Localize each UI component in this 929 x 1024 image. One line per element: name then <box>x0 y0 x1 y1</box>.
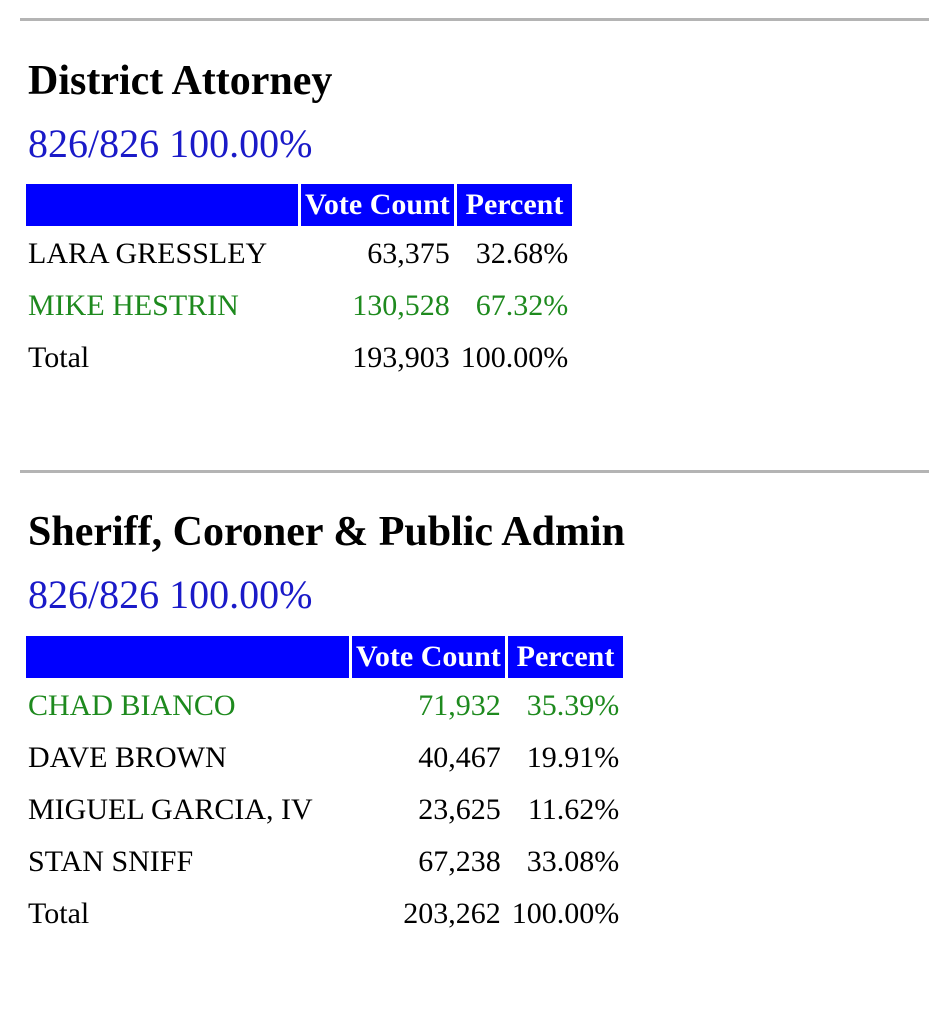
contest-sheriff <box>28 508 626 941</box>
precincts-reporting: 826/826 100.00% <box>28 572 313 617</box>
section-divider <box>20 470 929 473</box>
candidate-row-winner <box>26 681 623 730</box>
candidate-name: MIGUEL GARCIA, IV <box>28 792 313 826</box>
candidate-name: MIKE HESTRIN <box>28 288 239 322</box>
contest-title: District Attorney <box>28 58 333 104</box>
results-table <box>23 633 626 941</box>
results-header-row <box>26 636 623 678</box>
contest-title: Sheriff, Coroner & Public Admin <box>28 509 625 555</box>
vote-percent: 35.39% <box>526 688 620 722</box>
vote-percent: 33.08% <box>526 844 620 878</box>
percent-header: Percent <box>457 184 573 226</box>
vote-count: 130,528 <box>352 288 450 322</box>
candidate-row <box>26 785 623 834</box>
total-percent: 100.00% <box>511 896 620 930</box>
vote-count-header: Vote Count <box>352 636 505 678</box>
candidate-name: CHAD BIANCO <box>28 688 236 722</box>
total-label: Total <box>28 896 90 930</box>
percent-header: Percent <box>508 636 624 678</box>
vote-percent: 19.91% <box>526 740 620 774</box>
candidate-name: LARA GRESSLEY <box>28 236 268 270</box>
candidate-row <box>26 229 572 278</box>
total-percent: 100.00% <box>460 340 569 374</box>
candidate-name: DAVE BROWN <box>28 740 227 774</box>
contest-district-attorney <box>28 57 575 385</box>
vote-count: 71,932 <box>418 688 501 722</box>
vote-count: 23,625 <box>418 792 501 826</box>
candidate-name: STAN SNIFF <box>28 844 194 878</box>
vote-count: 67,238 <box>418 844 501 878</box>
total-votes: 193,903 <box>352 340 450 374</box>
results-table <box>23 181 575 385</box>
candidate-row <box>26 733 623 782</box>
total-row <box>26 333 572 382</box>
candidate-header-cell <box>26 636 349 678</box>
candidate-row-winner <box>26 281 572 330</box>
section-divider <box>20 18 929 21</box>
precincts-reporting: 826/826 100.00% <box>28 121 313 166</box>
vote-percent: 67.32% <box>475 288 569 322</box>
total-row <box>26 889 623 938</box>
vote-percent: 32.68% <box>475 236 569 270</box>
results-header-row <box>26 184 572 226</box>
vote-count: 40,467 <box>418 740 501 774</box>
vote-count-header: Vote Count <box>301 184 454 226</box>
candidate-row <box>26 837 623 886</box>
candidate-header-cell <box>26 184 298 226</box>
vote-percent: 11.62% <box>527 792 620 826</box>
vote-count: 63,375 <box>367 236 450 270</box>
total-label: Total <box>28 340 90 374</box>
total-votes: 203,262 <box>403 896 501 930</box>
